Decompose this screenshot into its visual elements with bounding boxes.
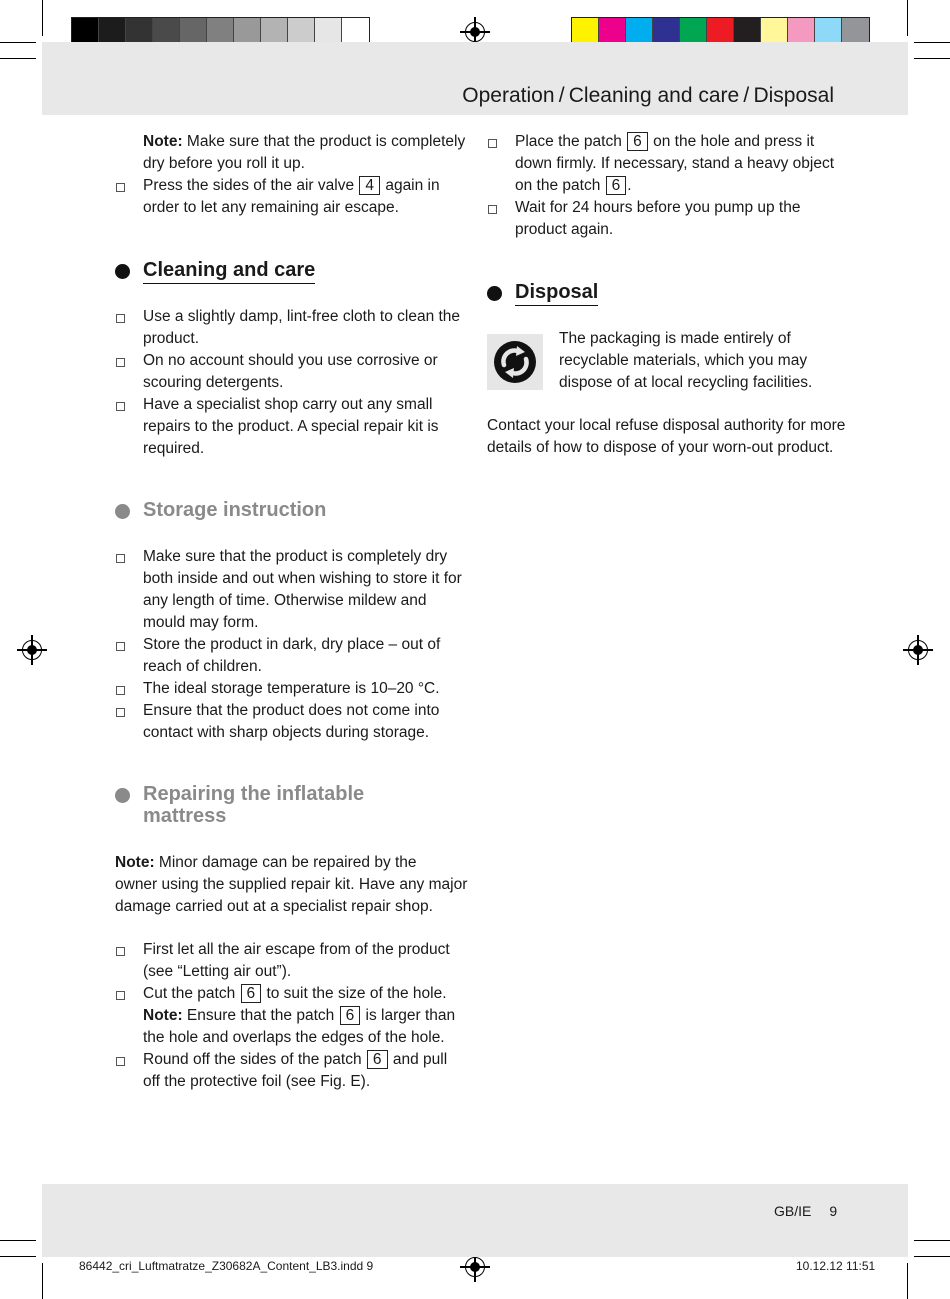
part-reference: 6 <box>340 1006 361 1025</box>
list-item: Cut the patch 6 to suit the size of the hole. <box>143 985 447 1002</box>
note-label: Note: <box>143 1007 183 1024</box>
registration-mark-icon <box>22 640 42 660</box>
repair-note: Note: Minor damage can be repaired by the <box>115 854 417 871</box>
list-item-line: repairs to the product. A special repair kit is <box>143 418 439 435</box>
list-item-line: reach of children. <box>143 658 262 675</box>
slug-filename: 86442_cri_Luftmatratze_Z30682A_Content_LB3.indd 9 <box>79 1259 374 1273</box>
note-paragraph <box>143 131 465 153</box>
note-label: Note: <box>115 854 155 871</box>
packaging-text-line: dispose of at local recycling facilities. <box>559 374 813 391</box>
list-item: First let all the air escape from of the product <box>143 941 450 958</box>
section-heading-repair: Repairing the inflatable <box>143 783 365 805</box>
list-item-line: contact with sharp objects during storage. <box>143 724 430 741</box>
list-item-line: the hole and overlaps the edges of the hole. <box>143 1029 445 1046</box>
page-title: Operation / Cleaning and care / Disposal <box>462 84 834 107</box>
list-item: Round off the sides of the patch 6 and pull <box>143 1051 448 1068</box>
checkbox-bullet-icon <box>116 947 125 956</box>
packaging-text: The packaging is made entirely of <box>559 330 791 347</box>
checkbox-bullet-icon <box>116 314 125 323</box>
section-bullet-icon <box>115 264 130 279</box>
list-item: Use a slightly damp, lint-free cloth to clean the <box>143 308 461 325</box>
list-item: On no account should you use corrosive or <box>143 352 438 369</box>
section-heading-repair-line: mattress <box>143 805 227 827</box>
registration-mark-icon <box>908 640 928 660</box>
list-item-line: scouring detergents. <box>143 374 284 391</box>
section-bullet-icon <box>115 788 130 803</box>
list-item: Make sure that the product is completely dry <box>143 548 448 565</box>
list-item-line: required. <box>143 440 205 457</box>
checkbox-bullet-icon <box>116 183 125 192</box>
part-reference: 4 <box>359 176 380 195</box>
repair-note-line: damage carried out at a specialist repair shop. <box>115 898 433 915</box>
packaging-text-line: recyclable materials, which you may <box>559 352 808 369</box>
checkbox-bullet-icon <box>116 554 125 563</box>
list-item-line: (see “Letting air out”). <box>143 963 292 980</box>
registration-mark-icon <box>465 22 485 42</box>
checkbox-bullet-icon <box>116 991 125 1000</box>
green-dot-recycling-icon <box>487 334 543 390</box>
checkbox-bullet-icon <box>116 686 125 695</box>
checkbox-bullet-icon <box>116 358 125 367</box>
note-text-line: dry before you roll it up. <box>143 155 305 172</box>
list-item-line: product again. <box>515 221 614 238</box>
checkbox-bullet-icon <box>116 642 125 651</box>
list-item: Have a specialist shop carry out any small <box>143 396 433 413</box>
slug-date: 10.12.12 11:51 <box>796 1259 876 1273</box>
section-heading-storage: Storage instruction <box>143 499 327 521</box>
list-item-line: order to let any remaining air escape. <box>143 199 399 216</box>
section-bullet-icon <box>487 286 502 301</box>
list-item-line: any length of time. Otherwise mildew and <box>143 592 427 609</box>
list-item-line: Note: Ensure that the patch 6 is larger than <box>143 1007 456 1024</box>
list-item-line: product. <box>143 330 200 347</box>
checkbox-bullet-icon <box>116 708 125 717</box>
registration-mark-icon <box>465 1257 485 1277</box>
checkbox-bullet-icon <box>488 205 497 214</box>
section-heading-disposal: Disposal <box>515 281 598 306</box>
contact-paragraph-line: details of how to dispose of your worn-out product. <box>487 439 834 456</box>
note-text: Make sure that the product is completely <box>182 133 466 150</box>
list-item: The ideal storage temperature is 10‒20 °C. <box>143 680 440 697</box>
list-item-line: mould may form. <box>143 614 259 631</box>
section-heading-cleaning: Cleaning and care <box>143 259 315 284</box>
language-code: GB/IE <box>774 1203 812 1219</box>
list-item-line: both inside and out when wishing to store it for <box>143 570 462 587</box>
page-number-value: 9 <box>829 1203 838 1219</box>
contact-paragraph: Contact your local refuse disposal authority for more <box>487 417 846 434</box>
list-item-line: on the patch 6 . <box>515 177 632 194</box>
list-item: Store the product in dark, dry place – out of <box>143 636 441 653</box>
checkbox-bullet-icon <box>116 402 125 411</box>
list-item: Ensure that the product does not come into <box>143 702 440 719</box>
list-item: Place the patch 6 on the hole and press it <box>515 133 815 150</box>
part-reference: 6 <box>627 132 648 151</box>
list-item: Press the sides of the air valve 4 again in <box>143 177 440 194</box>
part-reference: 6 <box>606 176 627 195</box>
checkbox-bullet-icon <box>488 139 497 148</box>
part-reference: 6 <box>367 1050 388 1069</box>
list-item: Wait for 24 hours before you pump up the <box>515 199 801 216</box>
note-label: Note: <box>143 133 183 150</box>
checkbox-bullet-icon <box>116 1057 125 1066</box>
footer-band <box>42 1184 908 1257</box>
page-number <box>774 1203 837 1219</box>
list-item-line: off the protective foil (see Fig. E). <box>143 1073 371 1090</box>
section-bullet-icon <box>115 504 130 519</box>
part-reference: 6 <box>241 984 262 1003</box>
list-item-line: down firmly. If necessary, stand a heavy object <box>515 155 835 172</box>
repair-note-line: owner using the supplied repair kit. Have any major <box>115 876 468 893</box>
